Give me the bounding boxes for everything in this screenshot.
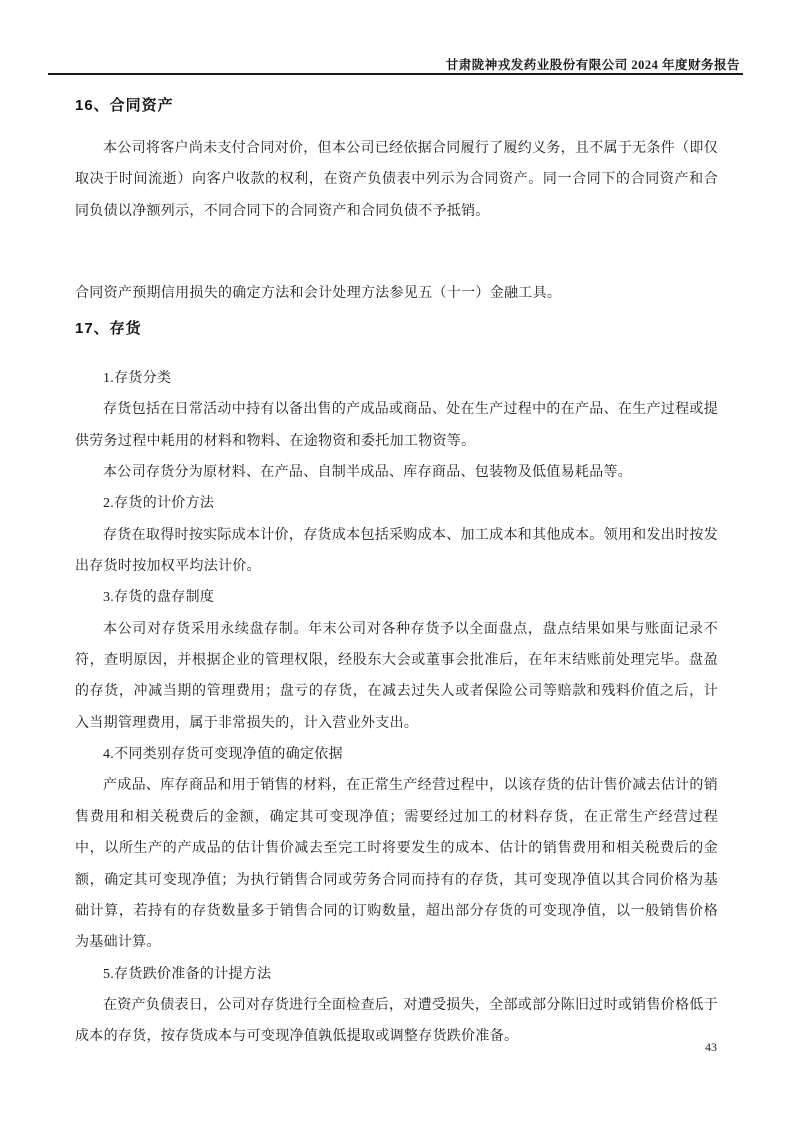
section-17-body [75,363,718,1053]
page-header-title: 甘肃陇神戎发药业股份有限公司 2024 年度财务报告 [445,58,740,72]
section-16-paragraph-1-container [75,133,718,227]
section-17-paragraph: 本公司存货分为原材料、在产品、自制半成品、库存商品、包装物及低值易耗品等。 [103,465,633,481]
section-17-item-title: 1.存货分类 [103,371,172,386]
section-17-paragraph: 产成品、库存商品和用于销售的材料，在正常生产经营过程中，以该存货的估计售价减去估计的销售费用和相关税费后的金额，确定其可变现净值；需要经过加工的材料存货，在正常生产经营过程中，以所生产的产成品的估计售价减去至完工时将要发生的成本、估计的销售费用和相关税费后的金额，确定其可变现净值；为执行销售合同或劳务合同而持有的存货，其可变现净值以其合同价格为基础计算，若持有的存货数量多于销售合同的订购数量，超出部分存货的可变现净值，以一般销售价格为基础计算。 [75,778,718,951]
section-17-paragraph: 本公司对存货采用永续盘存制。年末公司对各种存货予以全面盘点，盘点结果如果与账面记录不符，查明原因，并根据企业的管理权限，经股东大会或董事会批准后，在年末结账前处理完毕。盘盈的存货，冲减当期的管理费用；盘亏的存货，在减去过失人或者保险公司等赔款和残料价值之后，计入当期管理费用，属于非常损失的，计入营业外支出。 [75,621,718,731]
section-17-item-title: 5.存货跌价准备的计提方法 [103,966,272,982]
page-number: 43 [705,1040,717,1054]
section-17-item-title: 3.存货的盘存制度 [103,590,215,606]
section-17-heading: 17、存货 [75,320,142,337]
section-16-paragraph-1: 本公司将客户尚未支付合同对价，但本公司已经依据合同履行了履约义务，且不属于无条件（即仅取决于时间流逝）向客户收款的权利，在资产负债表中列示为合同资产。同一合同下的合同资产和合同负债以净额列示，不同合同下的合同资产和合同负债不予抵销。 [75,141,718,219]
section-17-item-title: 2.存货的计价方法 [103,496,215,512]
section-17-item-title: 4.不同类别存货可变现净值的确定依据 [103,747,343,763]
section-16-heading: 16、合同资产 [75,97,174,114]
header-divider-rule [48,73,743,75]
section-16-paragraph-2-container [75,278,718,309]
section-17-paragraph: 存货包括在日常活动中持有以备出售的产成品或商品、处在生产过程中的在产品、在生产过程或提供劳务过程中耗用的材料和物料、在途物资和委托加工物资等。 [75,402,718,449]
section-17-paragraph: 存货在取得时按实际成本计价，存货成本包括采购成本、加工成本和其他成本。领用和发出时按发出存货时按加权平均法计价。 [75,527,718,575]
section-16-paragraph-2: 合同资产预期信用损失的确定方法和会计处理方法参见五（十一）金融工具。 [75,286,562,301]
section-17-paragraph: 在资产负债表日，公司对存货进行全面检查后，对遭受损失，全部或部分陈旧过时或销售价格低于成本的存货，按存货成本与可变现净值孰低提取或调整存货跌价准备。 [75,997,718,1045]
